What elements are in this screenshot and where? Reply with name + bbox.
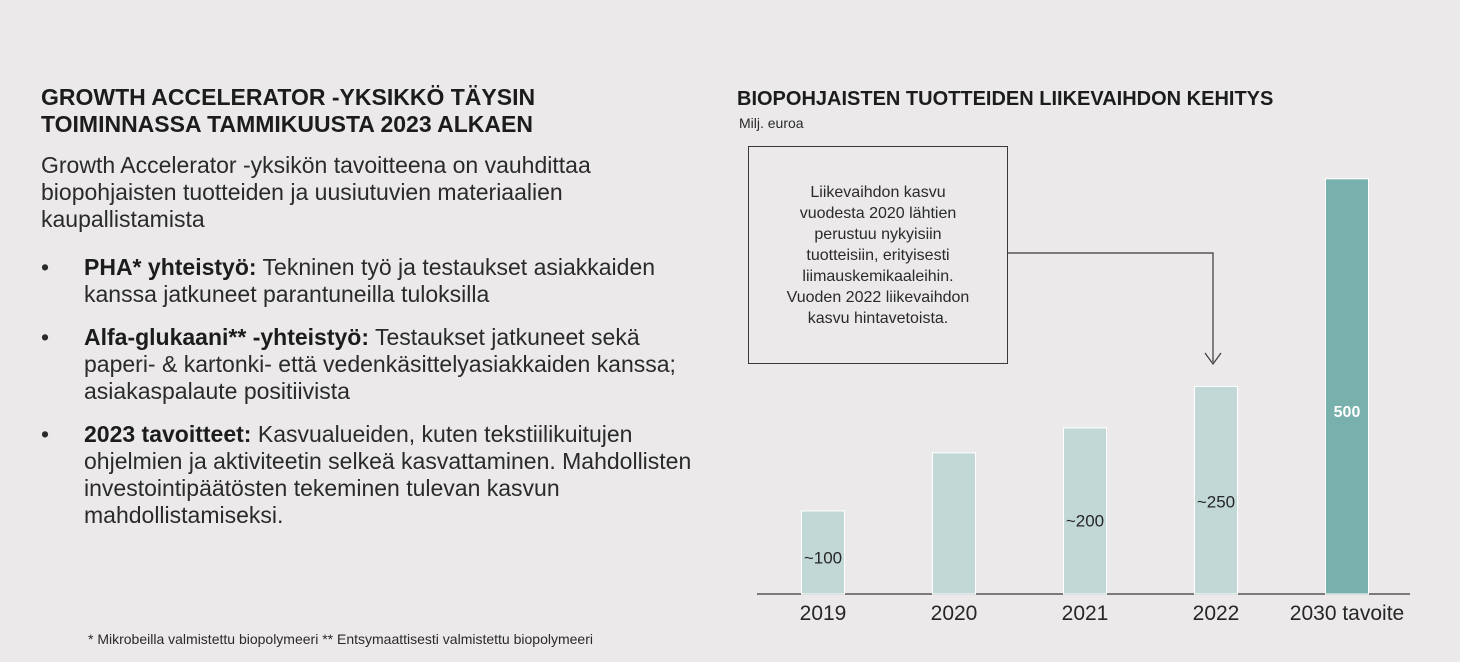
- x-tick-label: 2019: [799, 602, 847, 625]
- data-label: ~100: [803, 548, 843, 568]
- bullet-body: Testaukset jatkuneet sekä paperi- & kartonki- että vedenkäsittelyasiakkaiden kanssa; asiakaspalaute positiivista: [84, 324, 676, 404]
- bullet-body: Kasvualueiden, kuten tekstiilikuitujen ohjelmien ja aktiviteetin selkeä kasvattaminen. Mahdollisten investointipäätösten tekeminen tulevan kasvun mahdollistamiseksi.: [84, 421, 692, 528]
- bar-2022: [1195, 386, 1238, 594]
- callout-connector: [1008, 253, 1213, 362]
- bullet-heading: 2023 tavoitteet:: [84, 421, 252, 447]
- bar-2020: [933, 453, 976, 594]
- bullet-dot: •: [41, 254, 50, 280]
- intro-text: Growth Accelerator -yksikön tavoitteena on vauhdittaa biopohjaisten tuotteiden ja uusiutuvien materiaalien kaupallistamista: [41, 152, 591, 232]
- bullet-dot: •: [41, 421, 50, 447]
- data-label: 500: [1333, 404, 1361, 421]
- chart-title: BIOPOHJAISTEN TUOTTEIDEN LIIKEVAIHDON KEHITYS: [737, 88, 1274, 110]
- footnote: * Mikrobeilla valmistettu biopolymeeri ** Entsymaattisesti valmistettu biopolymeeri: [88, 631, 593, 647]
- callout-text: Liikevaihdon kasvu vuodesta 2020 lähtien perustuu nykyisiin tuotteisiin, erityisesti liimauskemikaaleihin. Vuoden 2022 liikevaihdon kasvu hintavetoista.: [786, 183, 970, 327]
- x-tick-label: 2020: [930, 602, 978, 625]
- bullet-heading: Alfa-glukaani** -yhteistyö:: [84, 324, 369, 350]
- callout-box: [748, 146, 1008, 364]
- x-tick-label: 2030 tavoite: [1289, 602, 1405, 625]
- x-tick-label: 2022: [1192, 602, 1240, 625]
- chart-unit-label: Milj. euroa: [739, 115, 804, 131]
- bar-2030-tavoite: [1326, 179, 1369, 594]
- x-tick-label: 2021: [1061, 602, 1109, 625]
- left-title-line1: GROWTH ACCELERATOR -YKSIKKÖ TÄYSIN: [41, 84, 536, 110]
- bullet-body: Tekninen työ ja testaukset asiakkaiden kanssa jatkuneet parantuneilla tuloksilla: [84, 254, 656, 307]
- bullet-dot: •: [41, 324, 50, 350]
- left-title-line2: TOIMINNASSA TAMMIKUUSTA 2023 ALKAEN: [41, 111, 533, 137]
- bullet-heading: PHA* yhteistyö:: [84, 254, 257, 280]
- data-label: ~250: [1196, 492, 1236, 512]
- data-label: ~200: [1065, 511, 1105, 531]
